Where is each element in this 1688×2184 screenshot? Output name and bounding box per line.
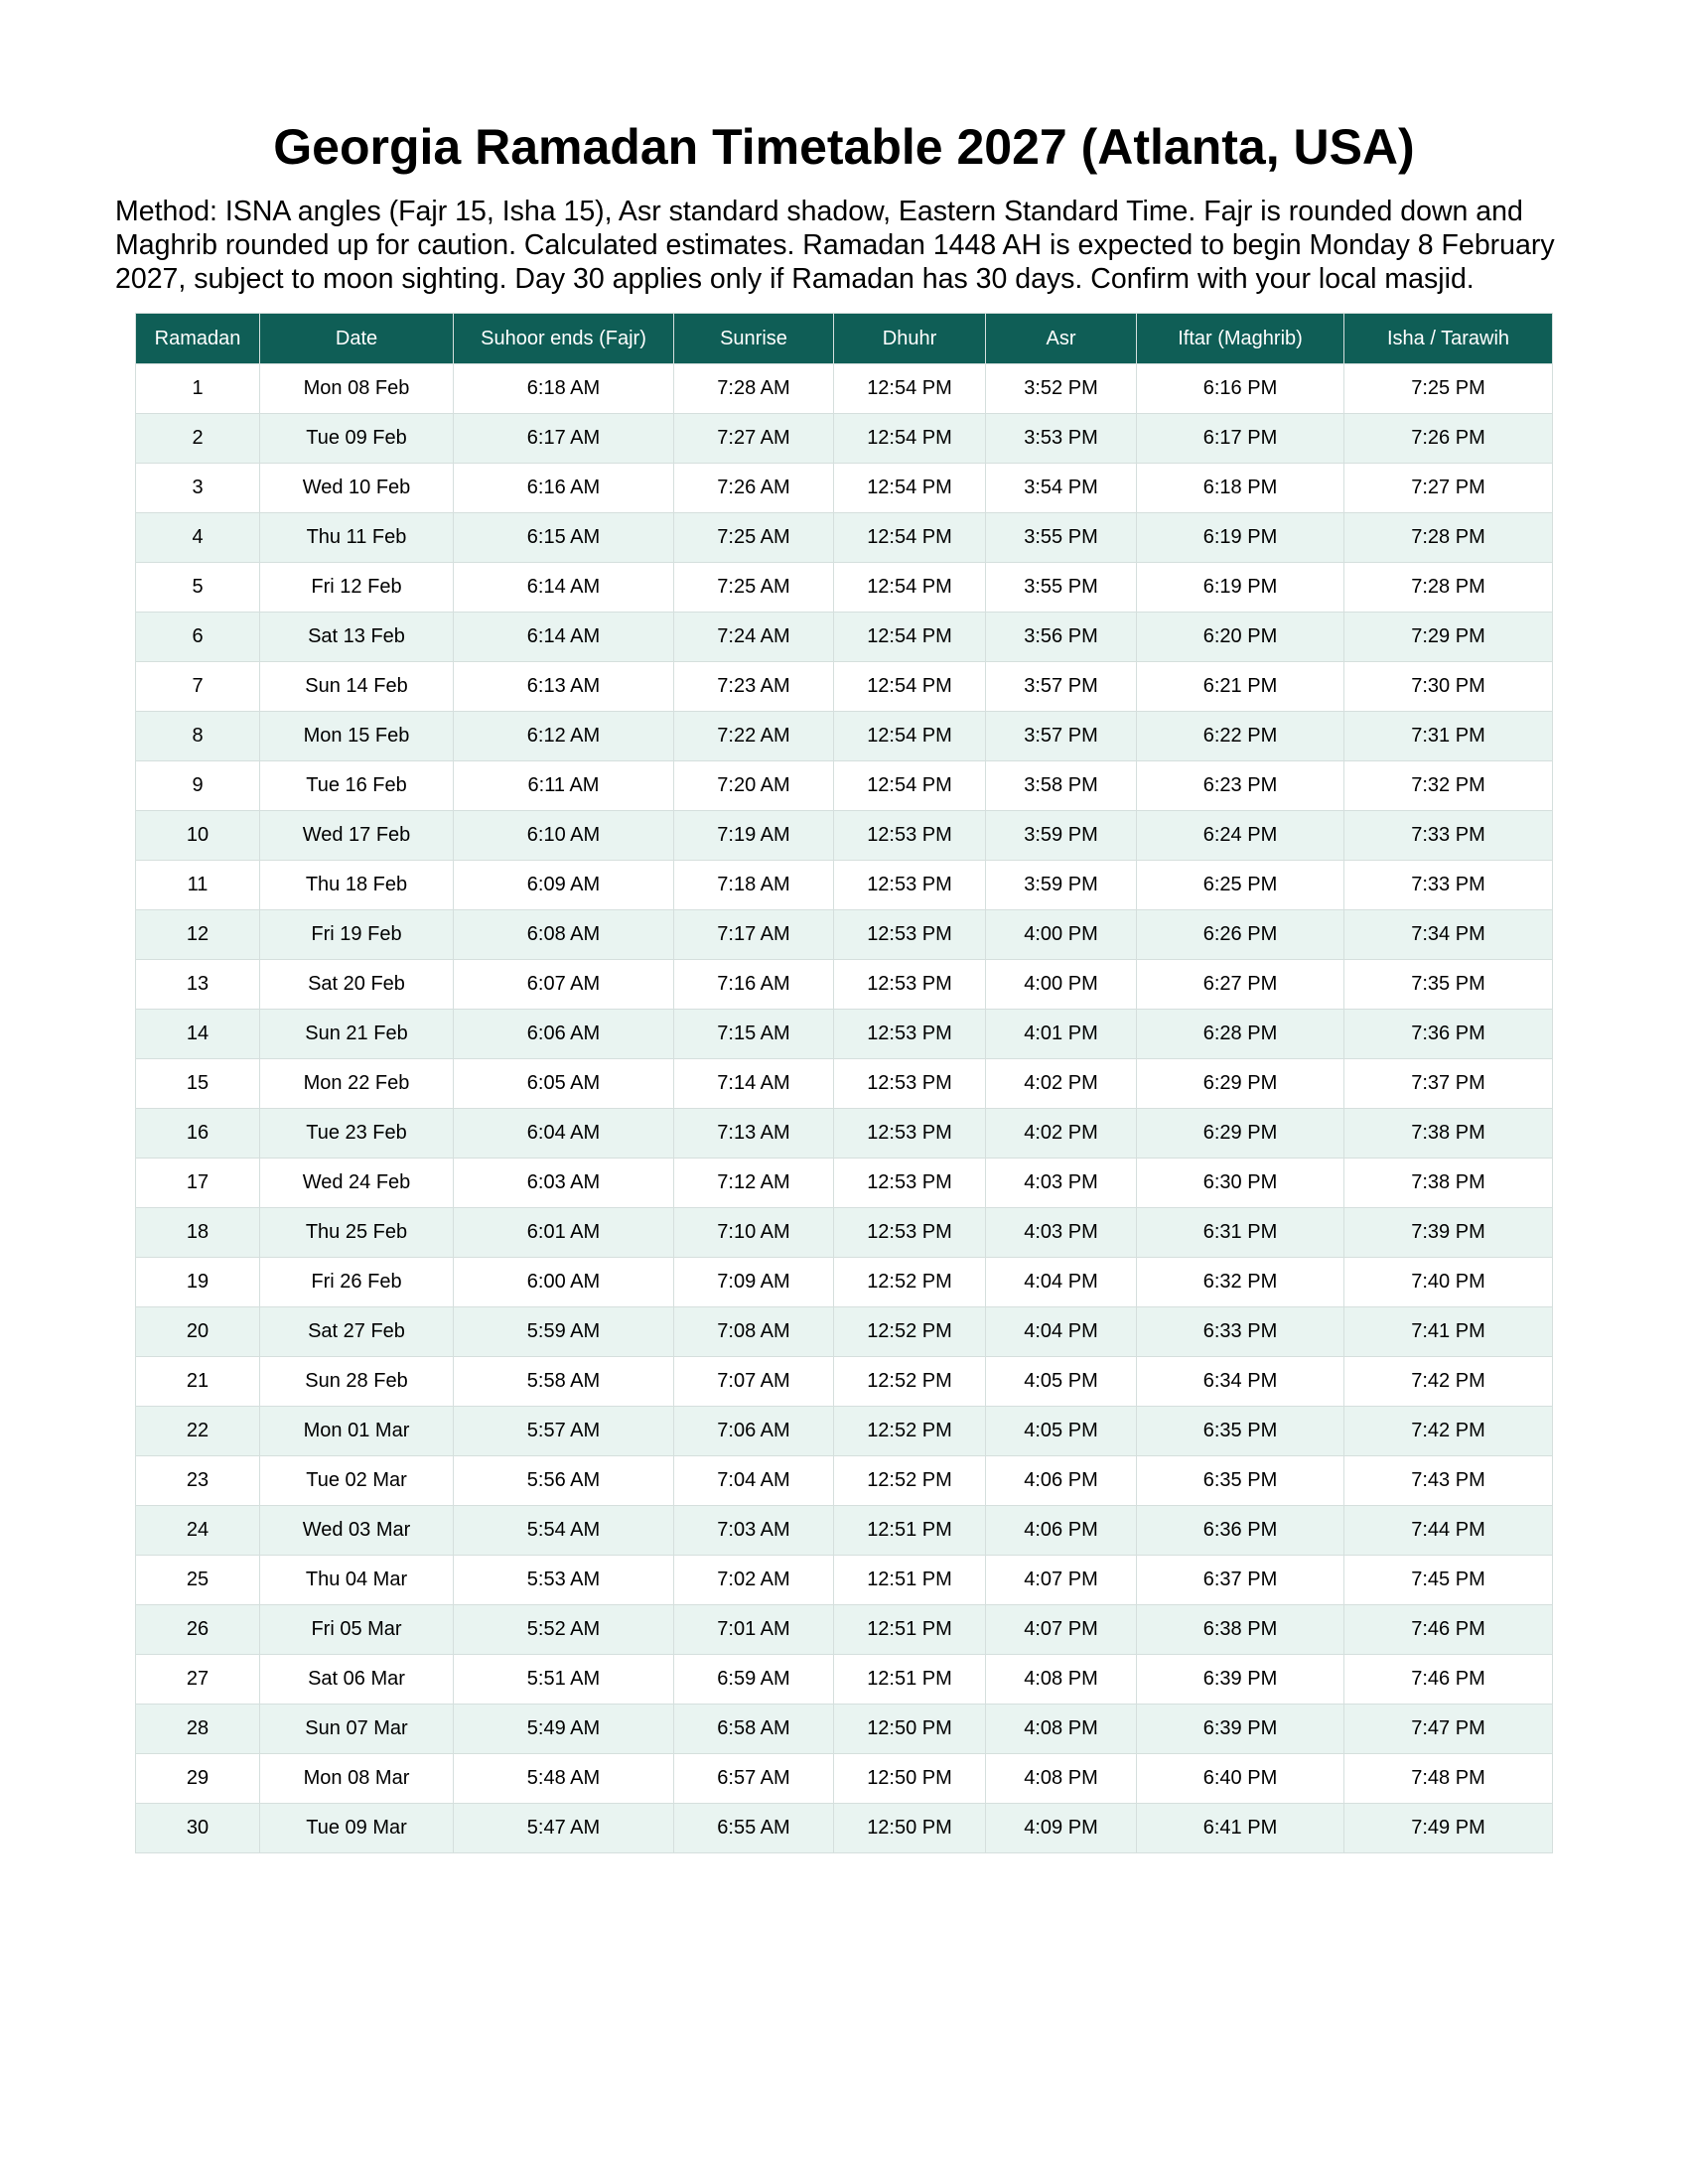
sunrise-cell: 7:01 AM (674, 1605, 834, 1655)
table-body (136, 364, 1553, 1853)
maghrib-cell: 6:36 PM (1137, 1506, 1344, 1556)
isha-cell: 7:41 PM (1344, 1307, 1553, 1357)
maghrib-cell: 6:34 PM (1137, 1357, 1344, 1407)
ramadan-day-cell: 20 (136, 1307, 260, 1357)
maghrib-cell: 6:38 PM (1137, 1605, 1344, 1655)
date-cell: Tue 09 Feb (260, 414, 454, 464)
dhuhr-cell: 12:54 PM (834, 613, 986, 662)
fajr-cell: 5:54 AM (454, 1506, 674, 1556)
isha-cell: 7:28 PM (1344, 513, 1553, 563)
isha-cell: 7:31 PM (1344, 712, 1553, 761)
ramadan-day-cell: 24 (136, 1506, 260, 1556)
dhuhr-cell: 12:54 PM (834, 662, 986, 712)
asr-cell: 3:53 PM (986, 414, 1137, 464)
fajr-cell: 5:52 AM (454, 1605, 674, 1655)
asr-cell: 4:06 PM (986, 1456, 1137, 1506)
column-header-isha: Isha / Tarawih (1344, 314, 1553, 364)
date-cell: Fri 19 Feb (260, 910, 454, 960)
fajr-cell: 5:57 AM (454, 1407, 674, 1456)
maghrib-cell: 6:22 PM (1137, 712, 1344, 761)
table-row (136, 364, 1553, 414)
date-cell: Sun 21 Feb (260, 1010, 454, 1059)
fajr-cell: 5:56 AM (454, 1456, 674, 1506)
dhuhr-cell: 12:52 PM (834, 1456, 986, 1506)
asr-cell: 4:00 PM (986, 960, 1137, 1010)
dhuhr-cell: 12:52 PM (834, 1258, 986, 1307)
table-row (136, 1059, 1553, 1109)
date-cell: Fri 26 Feb (260, 1258, 454, 1307)
sunrise-cell: 7:20 AM (674, 761, 834, 811)
ramadan-day-cell: 13 (136, 960, 260, 1010)
maghrib-cell: 6:16 PM (1137, 364, 1344, 414)
table-row (136, 712, 1553, 761)
isha-cell: 7:47 PM (1344, 1705, 1553, 1754)
asr-cell: 3:59 PM (986, 811, 1137, 861)
ramadan-day-cell: 10 (136, 811, 260, 861)
isha-cell: 7:33 PM (1344, 811, 1553, 861)
table-row (136, 1754, 1553, 1804)
dhuhr-cell: 12:51 PM (834, 1605, 986, 1655)
ramadan-day-cell: 16 (136, 1109, 260, 1159)
method-description: Method: ISNA angles (Fajr 15, Isha 15), Asr standard shadow, Eastern Standard Time. Fajr is rounded down and Maghrib rounded up for caution. Calculated estimates. Ramadan 1448 AH is expected to begin Monday 8 February 2027, subject to moon sighting. Day 30 applies only if Ramadan has 30 days. Confirm with your local masjid. (115, 196, 1555, 295)
date-cell: Sun 28 Feb (260, 1357, 454, 1407)
isha-cell: 7:34 PM (1344, 910, 1553, 960)
header-row (136, 314, 1553, 364)
asr-cell: 3:54 PM (986, 464, 1137, 513)
asr-cell: 3:55 PM (986, 513, 1137, 563)
table-row (136, 464, 1553, 513)
isha-cell: 7:27 PM (1344, 464, 1553, 513)
table-row (136, 613, 1553, 662)
dhuhr-cell: 12:54 PM (834, 464, 986, 513)
fajr-cell: 6:05 AM (454, 1059, 674, 1109)
asr-cell: 3:52 PM (986, 364, 1137, 414)
asr-cell: 3:57 PM (986, 712, 1137, 761)
sunrise-cell: 6:57 AM (674, 1754, 834, 1804)
table-row (136, 1010, 1553, 1059)
isha-cell: 7:25 PM (1344, 364, 1553, 414)
ramadan-day-cell: 12 (136, 910, 260, 960)
ramadan-day-cell: 11 (136, 861, 260, 910)
sunrise-cell: 7:19 AM (674, 811, 834, 861)
ramadan-day-cell: 4 (136, 513, 260, 563)
maghrib-cell: 6:40 PM (1137, 1754, 1344, 1804)
ramadan-day-cell: 28 (136, 1705, 260, 1754)
dhuhr-cell: 12:53 PM (834, 1208, 986, 1258)
table-row (136, 1705, 1553, 1754)
date-cell: Tue 02 Mar (260, 1456, 454, 1506)
table-row (136, 414, 1553, 464)
ramadan-day-cell: 27 (136, 1655, 260, 1705)
fajr-cell: 6:15 AM (454, 513, 674, 563)
isha-cell: 7:35 PM (1344, 960, 1553, 1010)
asr-cell: 4:08 PM (986, 1705, 1137, 1754)
sunrise-cell: 7:08 AM (674, 1307, 834, 1357)
isha-cell: 7:45 PM (1344, 1556, 1553, 1605)
asr-cell: 3:55 PM (986, 563, 1137, 613)
ramadan-day-cell: 6 (136, 613, 260, 662)
maghrib-cell: 6:27 PM (1137, 960, 1344, 1010)
dhuhr-cell: 12:53 PM (834, 1010, 986, 1059)
table-row (136, 1506, 1553, 1556)
maghrib-cell: 6:18 PM (1137, 464, 1344, 513)
isha-cell: 7:33 PM (1344, 861, 1553, 910)
date-cell: Mon 22 Feb (260, 1059, 454, 1109)
fajr-cell: 6:04 AM (454, 1109, 674, 1159)
isha-cell: 7:30 PM (1344, 662, 1553, 712)
maghrib-cell: 6:19 PM (1137, 563, 1344, 613)
column-header-fajr: Suhoor ends (Fajr) (454, 314, 674, 364)
ramadan-day-cell: 23 (136, 1456, 260, 1506)
dhuhr-cell: 12:53 PM (834, 1059, 986, 1109)
date-cell: Thu 04 Mar (260, 1556, 454, 1605)
date-cell: Wed 17 Feb (260, 811, 454, 861)
ramadan-day-cell: 21 (136, 1357, 260, 1407)
asr-cell: 4:07 PM (986, 1605, 1137, 1655)
ramadan-day-cell: 17 (136, 1159, 260, 1208)
table-row (136, 513, 1553, 563)
isha-cell: 7:40 PM (1344, 1258, 1553, 1307)
date-cell: Fri 12 Feb (260, 563, 454, 613)
dhuhr-cell: 12:54 PM (834, 761, 986, 811)
maghrib-cell: 6:35 PM (1137, 1456, 1344, 1506)
ramadan-day-cell: 14 (136, 1010, 260, 1059)
asr-cell: 4:09 PM (986, 1804, 1137, 1853)
dhuhr-cell: 12:53 PM (834, 811, 986, 861)
asr-cell: 4:02 PM (986, 1059, 1137, 1109)
maghrib-cell: 6:25 PM (1137, 861, 1344, 910)
ramadan-day-cell: 19 (136, 1258, 260, 1307)
sunrise-cell: 7:13 AM (674, 1109, 834, 1159)
date-cell: Mon 01 Mar (260, 1407, 454, 1456)
fajr-cell: 6:07 AM (454, 960, 674, 1010)
maghrib-cell: 6:30 PM (1137, 1159, 1344, 1208)
maghrib-cell: 6:17 PM (1137, 414, 1344, 464)
maghrib-cell: 6:28 PM (1137, 1010, 1344, 1059)
table-row (136, 1407, 1553, 1456)
sunrise-cell: 7:12 AM (674, 1159, 834, 1208)
isha-cell: 7:46 PM (1344, 1655, 1553, 1705)
asr-cell: 3:56 PM (986, 613, 1137, 662)
isha-cell: 7:28 PM (1344, 563, 1553, 613)
table-row (136, 811, 1553, 861)
dhuhr-cell: 12:53 PM (834, 1109, 986, 1159)
asr-cell: 3:59 PM (986, 861, 1137, 910)
sunrise-cell: 6:58 AM (674, 1705, 834, 1754)
table-row (136, 1258, 1553, 1307)
ramadan-day-cell: 29 (136, 1754, 260, 1804)
sunrise-cell: 7:10 AM (674, 1208, 834, 1258)
table-row (136, 1208, 1553, 1258)
fajr-cell: 6:00 AM (454, 1258, 674, 1307)
asr-cell: 4:05 PM (986, 1407, 1137, 1456)
date-cell: Wed 10 Feb (260, 464, 454, 513)
sunrise-cell: 7:18 AM (674, 861, 834, 910)
sunrise-cell: 7:07 AM (674, 1357, 834, 1407)
date-cell: Wed 24 Feb (260, 1159, 454, 1208)
maghrib-cell: 6:35 PM (1137, 1407, 1344, 1456)
column-header-sunrise: Sunrise (674, 314, 834, 364)
sunrise-cell: 7:04 AM (674, 1456, 834, 1506)
sunrise-cell: 7:17 AM (674, 910, 834, 960)
dhuhr-cell: 12:52 PM (834, 1307, 986, 1357)
maghrib-cell: 6:23 PM (1137, 761, 1344, 811)
ramadan-day-cell: 8 (136, 712, 260, 761)
sunrise-cell: 7:23 AM (674, 662, 834, 712)
maghrib-cell: 6:39 PM (1137, 1655, 1344, 1705)
table-row (136, 1109, 1553, 1159)
fajr-cell: 5:47 AM (454, 1804, 674, 1853)
sunrise-cell: 7:15 AM (674, 1010, 834, 1059)
maghrib-cell: 6:41 PM (1137, 1804, 1344, 1853)
page-title: Georgia Ramadan Timetable 2027 (Atlanta, USA) (273, 119, 1415, 175)
asr-cell: 4:08 PM (986, 1754, 1137, 1804)
column-header-dhuhr: Dhuhr (834, 314, 986, 364)
date-cell: Sat 27 Feb (260, 1307, 454, 1357)
fajr-cell: 5:51 AM (454, 1655, 674, 1705)
ramadan-day-cell: 30 (136, 1804, 260, 1853)
isha-cell: 7:48 PM (1344, 1754, 1553, 1804)
asr-cell: 4:04 PM (986, 1307, 1137, 1357)
sunrise-cell: 7:14 AM (674, 1059, 834, 1109)
maghrib-cell: 6:29 PM (1137, 1059, 1344, 1109)
asr-cell: 4:00 PM (986, 910, 1137, 960)
sunrise-cell: 7:28 AM (674, 364, 834, 414)
date-cell: Sun 14 Feb (260, 662, 454, 712)
sunrise-cell: 6:59 AM (674, 1655, 834, 1705)
fajr-cell: 6:06 AM (454, 1010, 674, 1059)
table-row (136, 761, 1553, 811)
asr-cell: 4:03 PM (986, 1208, 1137, 1258)
column-header-date: Date (260, 314, 454, 364)
maghrib-cell: 6:33 PM (1137, 1307, 1344, 1357)
table-row (136, 1159, 1553, 1208)
table-row (136, 662, 1553, 712)
fajr-cell: 6:09 AM (454, 861, 674, 910)
asr-cell: 4:08 PM (986, 1655, 1137, 1705)
ramadan-day-cell: 3 (136, 464, 260, 513)
ramadan-day-cell: 5 (136, 563, 260, 613)
asr-cell: 4:06 PM (986, 1506, 1137, 1556)
fajr-cell: 5:59 AM (454, 1307, 674, 1357)
sunrise-cell: 7:26 AM (674, 464, 834, 513)
dhuhr-cell: 12:51 PM (834, 1506, 986, 1556)
sunrise-cell: 7:27 AM (674, 414, 834, 464)
fajr-cell: 6:18 AM (454, 364, 674, 414)
dhuhr-cell: 12:52 PM (834, 1407, 986, 1456)
dhuhr-cell: 12:53 PM (834, 861, 986, 910)
isha-cell: 7:38 PM (1344, 1109, 1553, 1159)
sunrise-cell: 7:09 AM (674, 1258, 834, 1307)
date-cell: Sat 13 Feb (260, 613, 454, 662)
asr-cell: 4:05 PM (986, 1357, 1137, 1407)
dhuhr-cell: 12:54 PM (834, 563, 986, 613)
dhuhr-cell: 12:54 PM (834, 513, 986, 563)
dhuhr-cell: 12:50 PM (834, 1804, 986, 1853)
isha-cell: 7:42 PM (1344, 1407, 1553, 1456)
dhuhr-cell: 12:53 PM (834, 910, 986, 960)
asr-cell: 4:03 PM (986, 1159, 1137, 1208)
fajr-cell: 5:53 AM (454, 1556, 674, 1605)
maghrib-cell: 6:37 PM (1137, 1556, 1344, 1605)
asr-cell: 4:02 PM (986, 1109, 1137, 1159)
dhuhr-cell: 12:53 PM (834, 1159, 986, 1208)
column-header-asr: Asr (986, 314, 1137, 364)
date-cell: Sat 20 Feb (260, 960, 454, 1010)
date-cell: Mon 08 Mar (260, 1754, 454, 1804)
dhuhr-cell: 12:50 PM (834, 1754, 986, 1804)
table-row (136, 861, 1553, 910)
isha-cell: 7:46 PM (1344, 1605, 1553, 1655)
isha-cell: 7:49 PM (1344, 1804, 1553, 1853)
ramadan-day-cell: 2 (136, 414, 260, 464)
maghrib-cell: 6:19 PM (1137, 513, 1344, 563)
isha-cell: 7:29 PM (1344, 613, 1553, 662)
isha-cell: 7:44 PM (1344, 1506, 1553, 1556)
column-header-ramadan: Ramadan (136, 314, 260, 364)
ramadan-day-cell: 18 (136, 1208, 260, 1258)
ramadan-day-cell: 22 (136, 1407, 260, 1456)
fajr-cell: 6:10 AM (454, 811, 674, 861)
date-cell: Wed 03 Mar (260, 1506, 454, 1556)
fajr-cell: 6:14 AM (454, 613, 674, 662)
ramadan-day-cell: 7 (136, 662, 260, 712)
isha-cell: 7:26 PM (1344, 414, 1553, 464)
table-header (136, 314, 1553, 364)
date-cell: Tue 23 Feb (260, 1109, 454, 1159)
fajr-cell: 6:08 AM (454, 910, 674, 960)
ramadan-day-cell: 26 (136, 1605, 260, 1655)
sunrise-cell: 6:55 AM (674, 1804, 834, 1853)
column-header-maghrib: Iftar (Maghrib) (1137, 314, 1344, 364)
maghrib-cell: 6:32 PM (1137, 1258, 1344, 1307)
maghrib-cell: 6:31 PM (1137, 1208, 1344, 1258)
isha-cell: 7:38 PM (1344, 1159, 1553, 1208)
date-cell: Fri 05 Mar (260, 1605, 454, 1655)
table-row (136, 563, 1553, 613)
ramadan-day-cell: 1 (136, 364, 260, 414)
ramadan-day-cell: 9 (136, 761, 260, 811)
sunrise-cell: 7:02 AM (674, 1556, 834, 1605)
maghrib-cell: 6:24 PM (1137, 811, 1344, 861)
fajr-cell: 6:14 AM (454, 563, 674, 613)
isha-cell: 7:42 PM (1344, 1357, 1553, 1407)
sunrise-cell: 7:03 AM (674, 1506, 834, 1556)
maghrib-cell: 6:29 PM (1137, 1109, 1344, 1159)
isha-cell: 7:36 PM (1344, 1010, 1553, 1059)
sunrise-cell: 7:22 AM (674, 712, 834, 761)
ramadan-timetable (135, 313, 1553, 1853)
asr-cell: 3:58 PM (986, 761, 1137, 811)
fajr-cell: 6:11 AM (454, 761, 674, 811)
date-cell: Tue 09 Mar (260, 1804, 454, 1853)
date-cell: Tue 16 Feb (260, 761, 454, 811)
fajr-cell: 6:13 AM (454, 662, 674, 712)
dhuhr-cell: 12:54 PM (834, 414, 986, 464)
asr-cell: 4:04 PM (986, 1258, 1137, 1307)
table-row (136, 1456, 1553, 1506)
isha-cell: 7:32 PM (1344, 761, 1553, 811)
date-cell: Thu 11 Feb (260, 513, 454, 563)
date-cell: Thu 18 Feb (260, 861, 454, 910)
date-cell: Mon 15 Feb (260, 712, 454, 761)
sunrise-cell: 7:06 AM (674, 1407, 834, 1456)
date-cell: Sun 07 Mar (260, 1705, 454, 1754)
isha-cell: 7:39 PM (1344, 1208, 1553, 1258)
dhuhr-cell: 12:54 PM (834, 364, 986, 414)
table-row (136, 1655, 1553, 1705)
table-row (136, 1804, 1553, 1853)
asr-cell: 3:57 PM (986, 662, 1137, 712)
sunrise-cell: 7:25 AM (674, 513, 834, 563)
dhuhr-cell: 12:52 PM (834, 1357, 986, 1407)
asr-cell: 4:01 PM (986, 1010, 1137, 1059)
maghrib-cell: 6:20 PM (1137, 613, 1344, 662)
table-row (136, 1357, 1553, 1407)
date-cell: Sat 06 Mar (260, 1655, 454, 1705)
table-row (136, 1307, 1553, 1357)
fajr-cell: 6:17 AM (454, 414, 674, 464)
table-row (136, 1605, 1553, 1655)
sunrise-cell: 7:16 AM (674, 960, 834, 1010)
maghrib-cell: 6:21 PM (1137, 662, 1344, 712)
dhuhr-cell: 12:54 PM (834, 712, 986, 761)
fajr-cell: 6:12 AM (454, 712, 674, 761)
table-row (136, 960, 1553, 1010)
dhuhr-cell: 12:53 PM (834, 960, 986, 1010)
sunrise-cell: 7:25 AM (674, 563, 834, 613)
fajr-cell: 5:58 AM (454, 1357, 674, 1407)
dhuhr-cell: 12:50 PM (834, 1705, 986, 1754)
isha-cell: 7:37 PM (1344, 1059, 1553, 1109)
isha-cell: 7:43 PM (1344, 1456, 1553, 1506)
ramadan-day-cell: 15 (136, 1059, 260, 1109)
maghrib-cell: 6:39 PM (1137, 1705, 1344, 1754)
fajr-cell: 6:03 AM (454, 1159, 674, 1208)
fajr-cell: 6:16 AM (454, 464, 674, 513)
fajr-cell: 6:01 AM (454, 1208, 674, 1258)
date-cell: Thu 25 Feb (260, 1208, 454, 1258)
fajr-cell: 5:49 AM (454, 1705, 674, 1754)
table-row (136, 910, 1553, 960)
maghrib-cell: 6:26 PM (1137, 910, 1344, 960)
dhuhr-cell: 12:51 PM (834, 1556, 986, 1605)
fajr-cell: 5:48 AM (454, 1754, 674, 1804)
asr-cell: 4:07 PM (986, 1556, 1137, 1605)
table-row (136, 1556, 1553, 1605)
dhuhr-cell: 12:51 PM (834, 1655, 986, 1705)
ramadan-day-cell: 25 (136, 1556, 260, 1605)
date-cell: Mon 08 Feb (260, 364, 454, 414)
sunrise-cell: 7:24 AM (674, 613, 834, 662)
